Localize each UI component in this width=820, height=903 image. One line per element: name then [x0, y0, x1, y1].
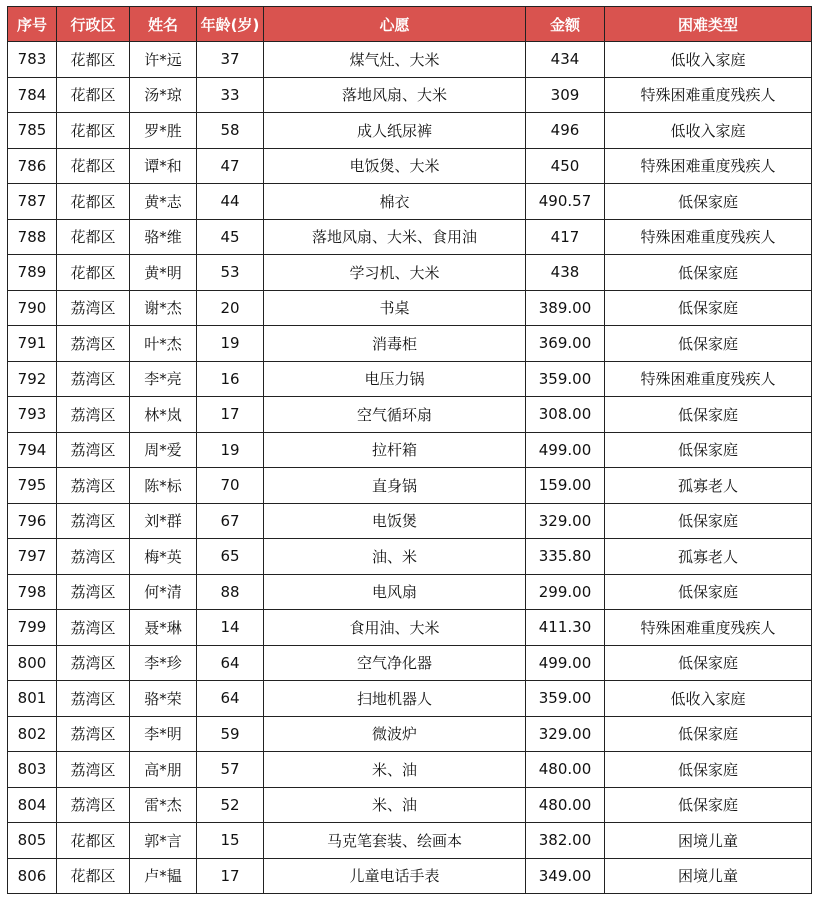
cell-district: 荔湾区	[57, 432, 130, 468]
cell-index: 788	[8, 219, 57, 255]
cell-wish: 学习机、大米	[264, 255, 526, 291]
cell-district: 花都区	[57, 823, 130, 859]
cell-name: 卢*韫	[130, 858, 197, 894]
cell-age: 14	[197, 610, 264, 646]
cell-age: 33	[197, 77, 264, 113]
cell-wish: 米、油	[264, 787, 526, 823]
table-row	[8, 397, 812, 433]
cell-district: 荔湾区	[57, 503, 130, 539]
cell-amount: 496	[526, 113, 605, 149]
cell-wish: 空气循环扇	[264, 397, 526, 433]
cell-wish: 米、油	[264, 752, 526, 788]
cell-name: 黄*志	[130, 184, 197, 220]
cell-index: 806	[8, 858, 57, 894]
table-row	[8, 610, 812, 646]
table-row	[8, 716, 812, 752]
cell-amount: 349.00	[526, 858, 605, 894]
cell-name: 黄*明	[130, 255, 197, 291]
cell-district: 花都区	[57, 113, 130, 149]
cell-district: 荔湾区	[57, 539, 130, 575]
cell-index: 787	[8, 184, 57, 220]
table-row	[8, 752, 812, 788]
cell-district: 花都区	[57, 184, 130, 220]
cell-wish: 电压力锅	[264, 361, 526, 397]
cell-age: 20	[197, 290, 264, 326]
cell-age: 15	[197, 823, 264, 859]
header-row	[8, 7, 812, 42]
cell-hardship-type: 低保家庭	[605, 574, 812, 610]
cell-age: 70	[197, 468, 264, 504]
cell-index: 789	[8, 255, 57, 291]
wish-table	[7, 6, 812, 894]
cell-name: 梅*英	[130, 539, 197, 575]
cell-wish: 食用油、大米	[264, 610, 526, 646]
cell-amount: 382.00	[526, 823, 605, 859]
cell-name: 汤*琼	[130, 77, 197, 113]
cell-district: 荔湾区	[57, 326, 130, 362]
cell-name: 许*远	[130, 42, 197, 78]
cell-age: 17	[197, 397, 264, 433]
cell-district: 荔湾区	[57, 574, 130, 610]
cell-age: 64	[197, 681, 264, 717]
cell-hardship-type: 特殊困难重度残疾人	[605, 219, 812, 255]
table-row	[8, 219, 812, 255]
cell-amount: 308.00	[526, 397, 605, 433]
cell-age: 19	[197, 326, 264, 362]
cell-district: 荔湾区	[57, 787, 130, 823]
cell-name: 谢*杰	[130, 290, 197, 326]
cell-index: 802	[8, 716, 57, 752]
cell-name: 周*爱	[130, 432, 197, 468]
cell-index: 793	[8, 397, 57, 433]
cell-amount: 411.30	[526, 610, 605, 646]
cell-hardship-type: 低保家庭	[605, 752, 812, 788]
cell-hardship-type: 低保家庭	[605, 397, 812, 433]
spreadsheet	[7, 6, 811, 894]
cell-index: 801	[8, 681, 57, 717]
cell-index: 784	[8, 77, 57, 113]
header-cell-district: 行政区	[57, 7, 130, 42]
header-cell-age: 年龄(岁)	[197, 7, 264, 42]
cell-district: 荔湾区	[57, 290, 130, 326]
cell-amount: 480.00	[526, 752, 605, 788]
cell-hardship-type: 低收入家庭	[605, 113, 812, 149]
table-row	[8, 539, 812, 575]
cell-hardship-type: 低保家庭	[605, 432, 812, 468]
cell-wish: 微波炉	[264, 716, 526, 752]
table-row	[8, 184, 812, 220]
cell-index: 794	[8, 432, 57, 468]
table-row	[8, 113, 812, 149]
cell-amount: 417	[526, 219, 605, 255]
cell-name: 聂*琳	[130, 610, 197, 646]
cell-index: 796	[8, 503, 57, 539]
cell-age: 65	[197, 539, 264, 575]
cell-district: 花都区	[57, 219, 130, 255]
cell-wish: 电饭煲、大米	[264, 148, 526, 184]
cell-wish: 儿童电话手表	[264, 858, 526, 894]
cell-district: 花都区	[57, 42, 130, 78]
table-row	[8, 823, 812, 859]
cell-amount: 329.00	[526, 503, 605, 539]
cell-hardship-type: 低保家庭	[605, 716, 812, 752]
cell-name: 李*珍	[130, 645, 197, 681]
cell-index: 798	[8, 574, 57, 610]
cell-index: 791	[8, 326, 57, 362]
cell-name: 李*亮	[130, 361, 197, 397]
cell-amount: 329.00	[526, 716, 605, 752]
table-row	[8, 77, 812, 113]
cell-wish: 电风扇	[264, 574, 526, 610]
table-row	[8, 255, 812, 291]
cell-wish: 落地风扇、大米	[264, 77, 526, 113]
table-row	[8, 645, 812, 681]
cell-amount: 159.00	[526, 468, 605, 504]
cell-hardship-type: 低保家庭	[605, 326, 812, 362]
cell-wish: 拉杆箱	[264, 432, 526, 468]
cell-district: 花都区	[57, 858, 130, 894]
cell-wish: 电饭煲	[264, 503, 526, 539]
table-row	[8, 574, 812, 610]
header-cell-name: 姓名	[130, 7, 197, 42]
cell-hardship-type: 特殊困难重度残疾人	[605, 610, 812, 646]
cell-amount: 389.00	[526, 290, 605, 326]
cell-index: 799	[8, 610, 57, 646]
cell-age: 16	[197, 361, 264, 397]
table-row	[8, 148, 812, 184]
cell-age: 58	[197, 113, 264, 149]
cell-amount: 359.00	[526, 681, 605, 717]
cell-index: 804	[8, 787, 57, 823]
cell-amount: 309	[526, 77, 605, 113]
cell-index: 800	[8, 645, 57, 681]
cell-wish: 空气净化器	[264, 645, 526, 681]
cell-amount: 450	[526, 148, 605, 184]
cell-index: 795	[8, 468, 57, 504]
cell-hardship-type: 孤寡老人	[605, 539, 812, 575]
cell-district: 花都区	[57, 255, 130, 291]
cell-age: 44	[197, 184, 264, 220]
cell-district: 花都区	[57, 148, 130, 184]
cell-age: 53	[197, 255, 264, 291]
cell-index: 805	[8, 823, 57, 859]
cell-wish: 消毒柜	[264, 326, 526, 362]
cell-index: 785	[8, 113, 57, 149]
cell-name: 陈*标	[130, 468, 197, 504]
cell-hardship-type: 特殊困难重度残疾人	[605, 77, 812, 113]
table-row	[8, 503, 812, 539]
cell-age: 19	[197, 432, 264, 468]
cell-amount: 490.57	[526, 184, 605, 220]
cell-age: 52	[197, 787, 264, 823]
cell-age: 57	[197, 752, 264, 788]
cell-amount: 299.00	[526, 574, 605, 610]
cell-hardship-type: 低保家庭	[605, 787, 812, 823]
table-row	[8, 290, 812, 326]
cell-age: 59	[197, 716, 264, 752]
cell-district: 荔湾区	[57, 716, 130, 752]
cell-age: 17	[197, 858, 264, 894]
cell-wish: 棉衣	[264, 184, 526, 220]
cell-hardship-type: 特殊困难重度残疾人	[605, 361, 812, 397]
table-row	[8, 468, 812, 504]
cell-wish: 直身锅	[264, 468, 526, 504]
cell-hardship-type: 特殊困难重度残疾人	[605, 148, 812, 184]
table-row	[8, 361, 812, 397]
cell-name: 骆*荣	[130, 681, 197, 717]
cell-hardship-type: 低保家庭	[605, 645, 812, 681]
cell-hardship-type: 孤寡老人	[605, 468, 812, 504]
table-row	[8, 681, 812, 717]
cell-district: 荔湾区	[57, 397, 130, 433]
cell-amount: 369.00	[526, 326, 605, 362]
cell-hardship-type: 低保家庭	[605, 503, 812, 539]
header-cell-hardship-type: 困难类型	[605, 7, 812, 42]
cell-age: 47	[197, 148, 264, 184]
cell-wish: 油、米	[264, 539, 526, 575]
cell-amount: 359.00	[526, 361, 605, 397]
cell-wish: 成人纸尿裤	[264, 113, 526, 149]
cell-district: 荔湾区	[57, 681, 130, 717]
cell-name: 郭*言	[130, 823, 197, 859]
cell-name: 谭*和	[130, 148, 197, 184]
cell-hardship-type: 低收入家庭	[605, 681, 812, 717]
cell-name: 骆*维	[130, 219, 197, 255]
cell-wish: 扫地机器人	[264, 681, 526, 717]
cell-age: 37	[197, 42, 264, 78]
cell-amount: 499.00	[526, 432, 605, 468]
cell-wish: 煤气灶、大米	[264, 42, 526, 78]
cell-district: 荔湾区	[57, 752, 130, 788]
cell-amount: 499.00	[526, 645, 605, 681]
cell-name: 刘*群	[130, 503, 197, 539]
cell-hardship-type: 低保家庭	[605, 255, 812, 291]
cell-amount: 434	[526, 42, 605, 78]
cell-wish: 落地风扇、大米、食用油	[264, 219, 526, 255]
cell-index: 803	[8, 752, 57, 788]
cell-district: 荔湾区	[57, 361, 130, 397]
cell-hardship-type: 困境儿童	[605, 858, 812, 894]
cell-hardship-type: 困境儿童	[605, 823, 812, 859]
cell-index: 783	[8, 42, 57, 78]
table-row	[8, 42, 812, 78]
cell-wish: 书桌	[264, 290, 526, 326]
cell-index: 786	[8, 148, 57, 184]
header-cell-index: 序号	[8, 7, 57, 42]
header-cell-wish: 心愿	[264, 7, 526, 42]
cell-index: 790	[8, 290, 57, 326]
cell-amount: 480.00	[526, 787, 605, 823]
cell-age: 64	[197, 645, 264, 681]
cell-district: 荔湾区	[57, 610, 130, 646]
cell-district: 花都区	[57, 77, 130, 113]
cell-name: 李*明	[130, 716, 197, 752]
cell-age: 45	[197, 219, 264, 255]
cell-district: 荔湾区	[57, 468, 130, 504]
cell-name: 何*清	[130, 574, 197, 610]
table-row	[8, 326, 812, 362]
cell-index: 792	[8, 361, 57, 397]
cell-hardship-type: 低收入家庭	[605, 42, 812, 78]
table-body	[8, 42, 812, 894]
cell-hardship-type: 低保家庭	[605, 290, 812, 326]
cell-hardship-type: 低保家庭	[605, 184, 812, 220]
cell-wish: 马克笔套装、绘画本	[264, 823, 526, 859]
table-row	[8, 787, 812, 823]
cell-age: 88	[197, 574, 264, 610]
table-row	[8, 858, 812, 894]
cell-name: 高*朋	[130, 752, 197, 788]
table-row	[8, 432, 812, 468]
cell-name: 罗*胜	[130, 113, 197, 149]
cell-index: 797	[8, 539, 57, 575]
cell-name: 雷*杰	[130, 787, 197, 823]
cell-district: 荔湾区	[57, 645, 130, 681]
cell-amount: 335.80	[526, 539, 605, 575]
cell-name: 叶*杰	[130, 326, 197, 362]
header-cell-amount: 金额	[526, 7, 605, 42]
cell-age: 67	[197, 503, 264, 539]
cell-name: 林*岚	[130, 397, 197, 433]
cell-amount: 438	[526, 255, 605, 291]
